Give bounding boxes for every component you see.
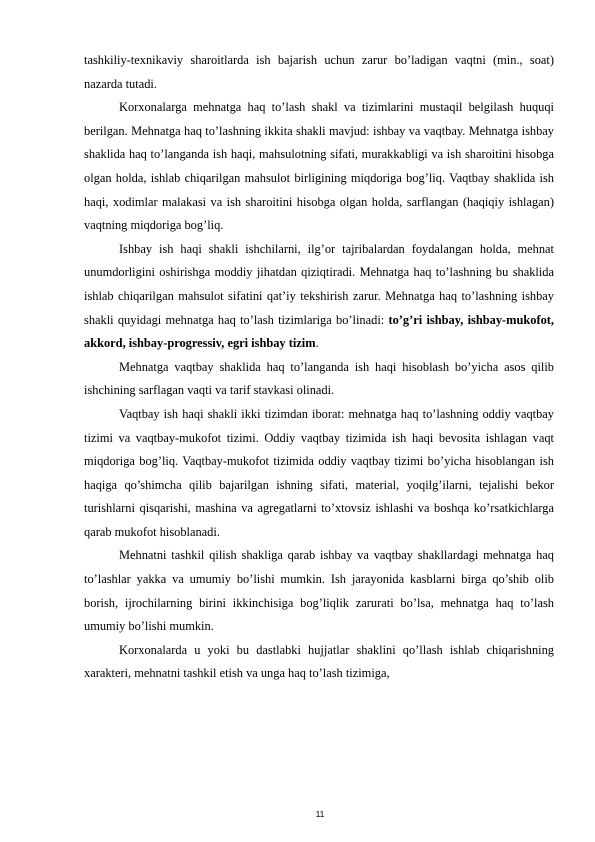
paragraph-3-bold-text: to’g’ri ishbay, ishbay-mukofot, akkord, ishbay-progressiv, egri ishbay tizim xyxy=(84,312,554,351)
paragraph-1: tashkiliy-texnikaviy sharoitlarda ish bajarish uchun zarur bo’ladigan vaqtni (min., soat) nazarda tutadi. xyxy=(84,53,554,91)
paragraph-2: Korxonalarga mehnatga haq to’lash shakl va tizimlarini mustaqil belgilash huquqi berilgan. Mehnatga haq to’lashning ikkita shakli mavjud: ishbay va vaqtbay. Mehnatga ishbay shaklida haq to’langanda ish haqi, mahsulotning sifati, murakkabligi va ish sharoitini hisobga olgan holda, ishlab chiqarilgan mahsulot birligining miqdoriga bog’liq. Vaqtbay shaklida ish haqi, xodimlar malakasi va ish sharoitini hisobga olgan holda, sarflangan (haqiqiy ishlagan) vaqtning miqdoriga bog’liq. xyxy=(84,100,554,233)
document-body xyxy=(84,49,554,686)
paragraph-3 xyxy=(84,238,554,356)
paragraph-4: Mehnatga vaqtbay shaklida haq to’langanda ish haqi hisoblash bo’yicha asos qilib ishchining sarflagan vaqti va tarif stavkasi olinadi. xyxy=(84,359,554,398)
paragraph-3-end: . xyxy=(315,336,319,351)
paragraph-7: Korxonalarda u yoki bu dastlabki hujjatlar shaklini qo’llash ishlab chiqarishning xarakteri, mehnatni tashkil etish va unga haq to’lash tizimiga, xyxy=(84,642,554,681)
paragraph-3-text: Ishbay ish haqi shakli ishchilarni, ilg’or tajribalardan foydalangan holda, mehnat unumdorligini oshirishga moddiy jihatdan qiziqtiradi. Mehnatga haq to’lashning bu shaklida ishlab chiqarilgan mahsulot sifatini qat’iy tekshirish zarur. Mehnatga haq to’lashning ishbay shakli quyidagi mehnatga haq to’lash tizimlariga bo’linadi: xyxy=(84,241,554,327)
page-number: 11 xyxy=(315,809,325,819)
paragraph-5: Vaqtbay ish haqi shakli ikki tizimdan iborat: mehnatga haq to’lashning oddiy vaqtbay tizimi va vaqtbay-mukofot tizimi. Oddiy vaqtbay tizimida ish haqi bevosita ishlagan vaqt miqdoriga bog’liq. Vaqtbay-mukofot tizimida oddiy vaqtbay tizimi bo’yicha hisoblangan ish haqiga qo’shimcha qilib bajarilgan ishning sifati, material, yoqilg’ilarni, tejalishi bekor turishlarni qisqarishi, mashina va agregatlarni to’xtovsiz ishlashi va boshqa ko’rsatkichlarga qarab mukofot hisoblanadi. xyxy=(84,406,554,539)
paragraph-6: Mehnatni tashkil qilish shakliga qarab ishbay va vaqtbay shakllardagi mehnatga haq to’lashlar yakka va umumiy bo’lishi mumkin. Ish jarayonida kasblarni birga qo’shib olib borish, ijrochilarning birini ikkinchisiga bog’liqlik zarurati bo’lsa, mehnatga haq to’lash umumiy bo’lishi mumkin. xyxy=(84,548,554,634)
